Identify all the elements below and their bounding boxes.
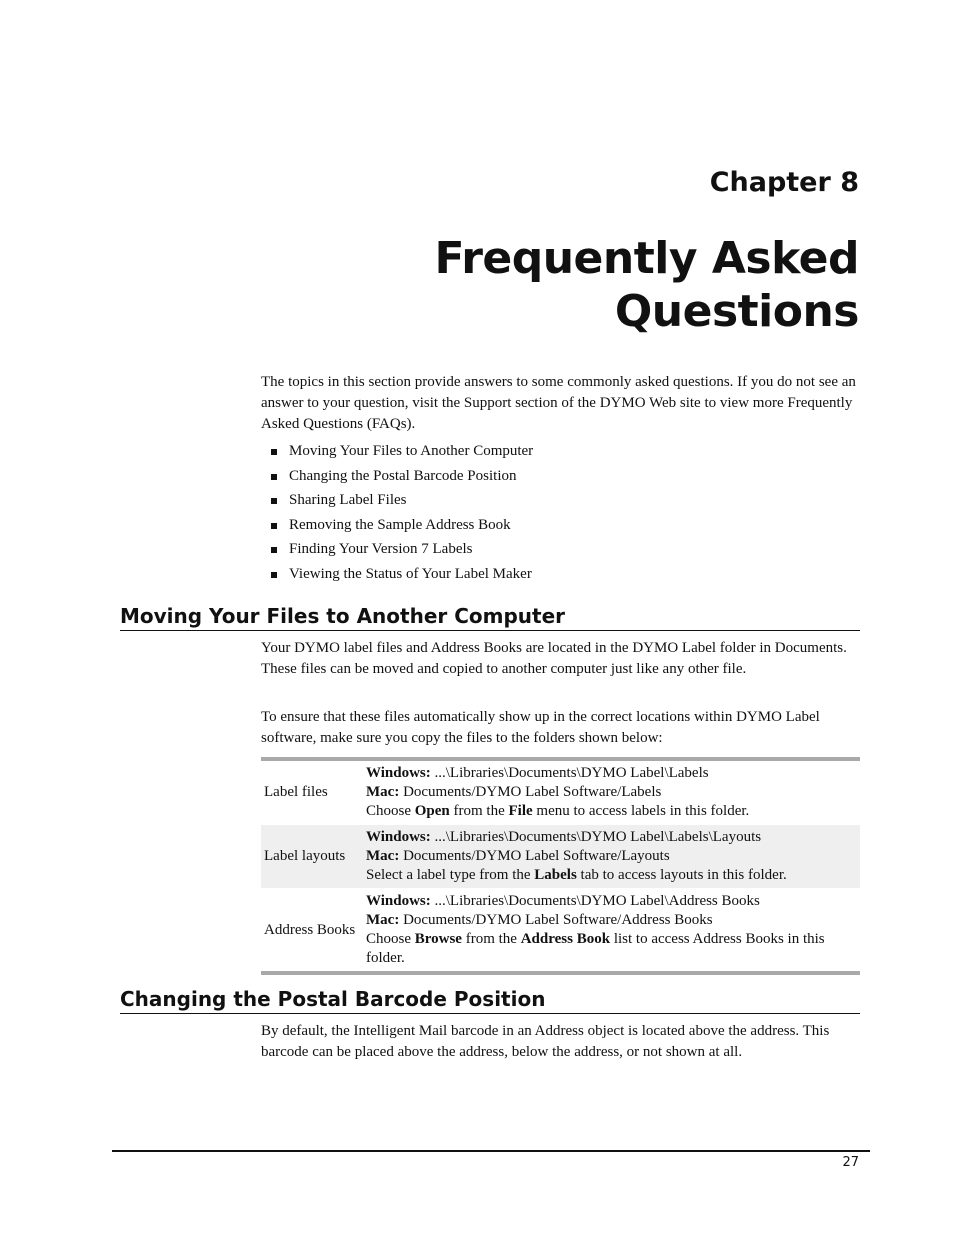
section-heading-postal-barcode: Changing the Postal Barcode Position [120, 986, 860, 1014]
section-heading-moving-files: Moving Your Files to Another Computer [120, 603, 860, 631]
topic-list-item: Sharing Label Files [271, 490, 533, 515]
page-number: 27 [842, 1155, 859, 1170]
table-row [261, 759, 860, 825]
topic-list-item: Finding Your Version 7 Labels [271, 539, 533, 564]
square-bullet-icon [271, 572, 277, 578]
table-row-label: Label layouts [261, 825, 363, 889]
table-row [261, 889, 860, 974]
topic-list [271, 441, 533, 589]
table-row-value: Windows: ...\Libraries\Documents\DYMO Label\Labels\Layouts Mac: Documents/DYMO Label Software/Layouts Select a label type from the Labels tab to access layouts in this folder. [363, 825, 860, 889]
square-bullet-icon [271, 523, 277, 529]
square-bullet-icon [271, 498, 277, 504]
table-row-label: Label files [261, 759, 363, 825]
table-row-value: Windows: ...\Libraries\Documents\DYMO Label\Address Books Mac: Documents/DYMO Label Software/Address Books Choose Browse from the Address Book list to access Address Books in this folder. [363, 889, 860, 974]
intro-paragraph: The topics in this section provide answers to some commonly asked questions. If you do not see an answer to your question, visit the Support section of the DYMO Web site to view more Frequently Asked Questions (FAQs). [261, 374, 856, 432]
topic-list-item: Viewing the Status of Your Label Maker [271, 564, 533, 589]
topic-list-item: Moving Your Files to Another Computer [271, 441, 533, 466]
footer-divider [112, 1150, 870, 1152]
chapter-label: Chapter 8 [709, 167, 859, 198]
topic-list-item: Changing the Postal Barcode Position [271, 466, 533, 491]
chapter-title [434, 232, 859, 338]
chapter-title-line-1: Frequently Asked [434, 233, 859, 284]
square-bullet-icon [271, 449, 277, 455]
table-row-label: Address Books [261, 889, 363, 974]
section-paragraph: By default, the Intelligent Mail barcode in an Address object is located above the address. This barcode can be placed above the address, below the address, or not shown at all. [261, 1023, 830, 1060]
chapter-title-line-2: Questions [614, 286, 859, 337]
square-bullet-icon [271, 547, 277, 553]
table-row-value: Windows: ...\Libraries\Documents\DYMO Label\Labels Mac: Documents/DYMO Label Software/Labels Choose Open from the File menu to access labels in this folder. [363, 759, 860, 825]
topic-list-item: Removing the Sample Address Book [271, 515, 533, 540]
file-locations-table [261, 757, 860, 975]
section-paragraph: Your DYMO label files and Address Books are located in the DYMO Label folder in Documents. These files can be moved and copied to another computer just like any other file. [261, 640, 847, 677]
square-bullet-icon [271, 474, 277, 480]
table-row [261, 825, 860, 889]
section-paragraph: To ensure that these files automatically show up in the correct locations within DYMO Label software, make sure you copy the files to the folders shown below: [261, 709, 820, 746]
